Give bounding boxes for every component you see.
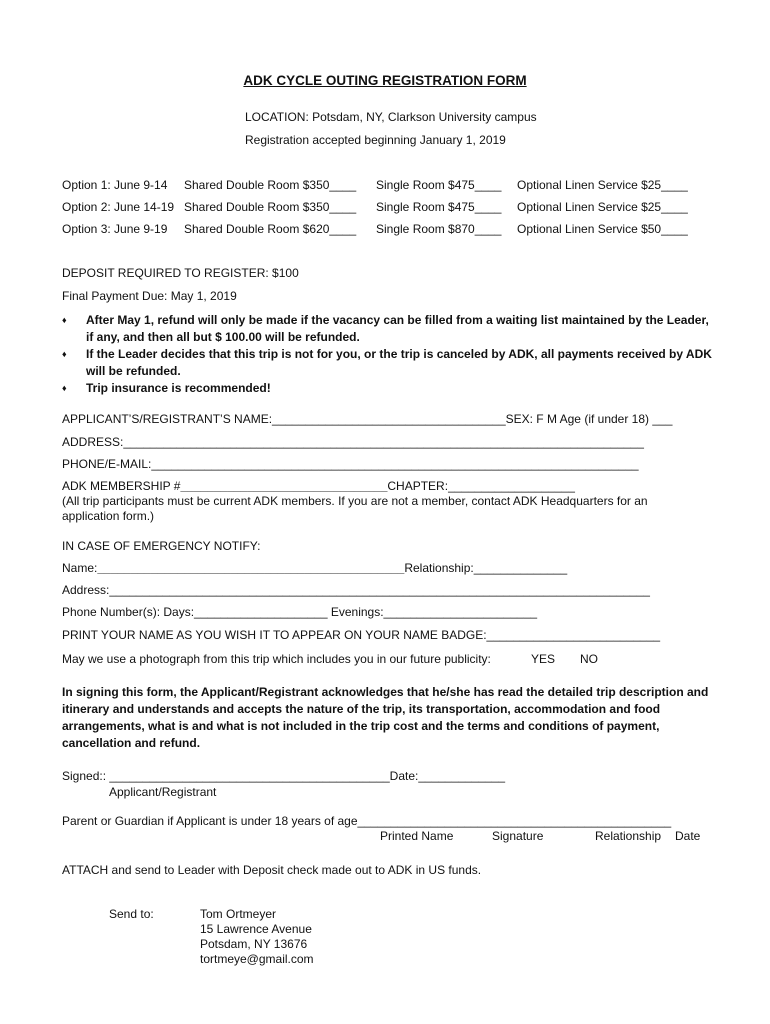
list-item (62, 312, 722, 346)
membership-number-field[interactable]: _______________________________ (180, 479, 388, 493)
photo-question: May we use a photograph from this trip which includes you in our future publicity: (62, 652, 491, 666)
deposit-text: DEPOSIT REQUIRED TO REGISTER: $100 (62, 266, 299, 280)
refund-policy-text: After May 1, refund will only be made if the vacancy can be filled from a waiting list maintained by the Leader, if any, and then all but $ 100.00 will be refunded. (86, 313, 709, 344)
diamond-bullet-icon: ♦ (62, 315, 67, 325)
diamond-bullet-icon: ♦ (62, 383, 67, 393)
cancellation-policy-text: If the Leader decides that this trip is not for you, or the trip is canceled by ADK, all payments received by ADK will be refunded. (86, 347, 712, 378)
emergency-name-label: Name: (62, 561, 98, 575)
diamond-bullet-icon: ♦ (62, 349, 67, 359)
chapter-field[interactable]: ___________________ (448, 479, 575, 493)
emergency-phone-field[interactable]: Phone Number(s): Days:____________________ Evenings:_______________________ (62, 605, 538, 619)
attach-note: ATTACH and send to Leader with Deposit check made out to ADK in US funds. (62, 863, 482, 877)
send-to-street: 15 Lawrence Avenue (200, 922, 312, 936)
phone-email-field[interactable]: PHONE/E-MAIL:_________________________________________________________________________ (62, 457, 639, 471)
list-item (62, 346, 722, 380)
location-text: LOCATION: Potsdam, NY, Clarkson University campus (245, 110, 537, 124)
option-linen-service: Optional Linen Service $25____ (517, 200, 688, 214)
membership-note: (All trip participants must be current ADK members. If you are not a member, contact ADK Headquarters for an (62, 494, 648, 508)
option-linen-service: Optional Linen Service $25____ (517, 178, 688, 192)
option-label: Option 1: June 9-14 (62, 178, 168, 192)
photo-yes-option[interactable]: YES (531, 652, 556, 666)
insurance-note: Trip insurance is recommended! (86, 381, 271, 395)
option-linen-service: Optional Linen Service $50____ (517, 222, 688, 236)
registration-note: Registration accepted beginning January 1, 2019 (245, 133, 506, 147)
relationship-caption: Relationship (595, 829, 662, 843)
option-double-room: Shared Double Room $350____ (184, 200, 357, 214)
send-to-email[interactable]: tortmeye@gmail.com (200, 952, 314, 966)
option-double-room: Shared Double Room $350____ (184, 178, 357, 192)
emergency-name-row (62, 561, 567, 575)
form-title: ADK CYCLE OUTING REGISTRATION FORM (243, 73, 527, 88)
option-label: Option 3: June 9-19 (62, 222, 168, 236)
signature-caption: Applicant/Registrant (109, 785, 217, 799)
send-to-name: Tom Ortmeyer (200, 907, 277, 921)
photo-no-option[interactable]: NO (580, 652, 598, 666)
emergency-heading: IN CASE OF EMERGENCY NOTIFY: (62, 539, 261, 553)
address-field[interactable]: ADDRESS:______________________________________________________________________________ (62, 435, 644, 449)
membership-label: ADK MEMBERSHIP # (62, 479, 181, 493)
date-caption: Date (675, 829, 701, 843)
acknowledgment-paragraph: In signing this form, the Applicant/Registrant acknowledges that he/she has read the detailed trip description and itinerary and understands and accepts the nature of the trip, its transportation, accommodation and food arrangements, what is and what is not included in the trip cost and the terms and conditions of payment, cancellation and refund. (62, 685, 709, 750)
guardian-field[interactable]: Parent or Guardian if Applicant is under 18 years of age_______________________________________________ (62, 814, 672, 828)
option-single-room: Single Room $475____ (376, 178, 502, 192)
option-single-room: Single Room $870____ (376, 222, 502, 236)
membership-row (62, 479, 575, 493)
option-double-room: Shared Double Room $620____ (184, 222, 357, 236)
applicant-name-field[interactable]: APPLICANT’S/REGISTRANT’S NAME:___________________________________SEX: F M Age (if under 18) ___ (62, 412, 673, 426)
send-to-city: Potsdam, NY 13676 (200, 937, 308, 951)
send-to-label: Send to: (109, 907, 154, 921)
emergency-relationship-field[interactable]: Relationship:______________ (404, 561, 568, 575)
name-badge-field[interactable]: PRINT YOUR NAME AS YOU WISH IT TO APPEAR ON YOUR NAME BADGE:__________________________ (62, 628, 661, 642)
signature-field[interactable]: Signed:: __________________________________________Date:_____________ (62, 769, 506, 783)
emergency-address-field[interactable]: Address:_________________________________________________________________________________ (62, 583, 650, 597)
option-label: Option 2: June 14-19 (62, 200, 175, 214)
printed-name-caption: Printed Name (380, 829, 454, 843)
list-item (62, 380, 722, 397)
option-single-room: Single Room $475____ (376, 200, 502, 214)
signature-caption-guardian: Signature (492, 829, 544, 843)
membership-note: application form.) (62, 509, 155, 523)
emergency-name-field[interactable]: ______________________________________________ (97, 561, 405, 575)
final-payment-text: Final Payment Due: May 1, 2019 (62, 289, 237, 303)
chapter-label: CHAPTER: (387, 479, 449, 493)
